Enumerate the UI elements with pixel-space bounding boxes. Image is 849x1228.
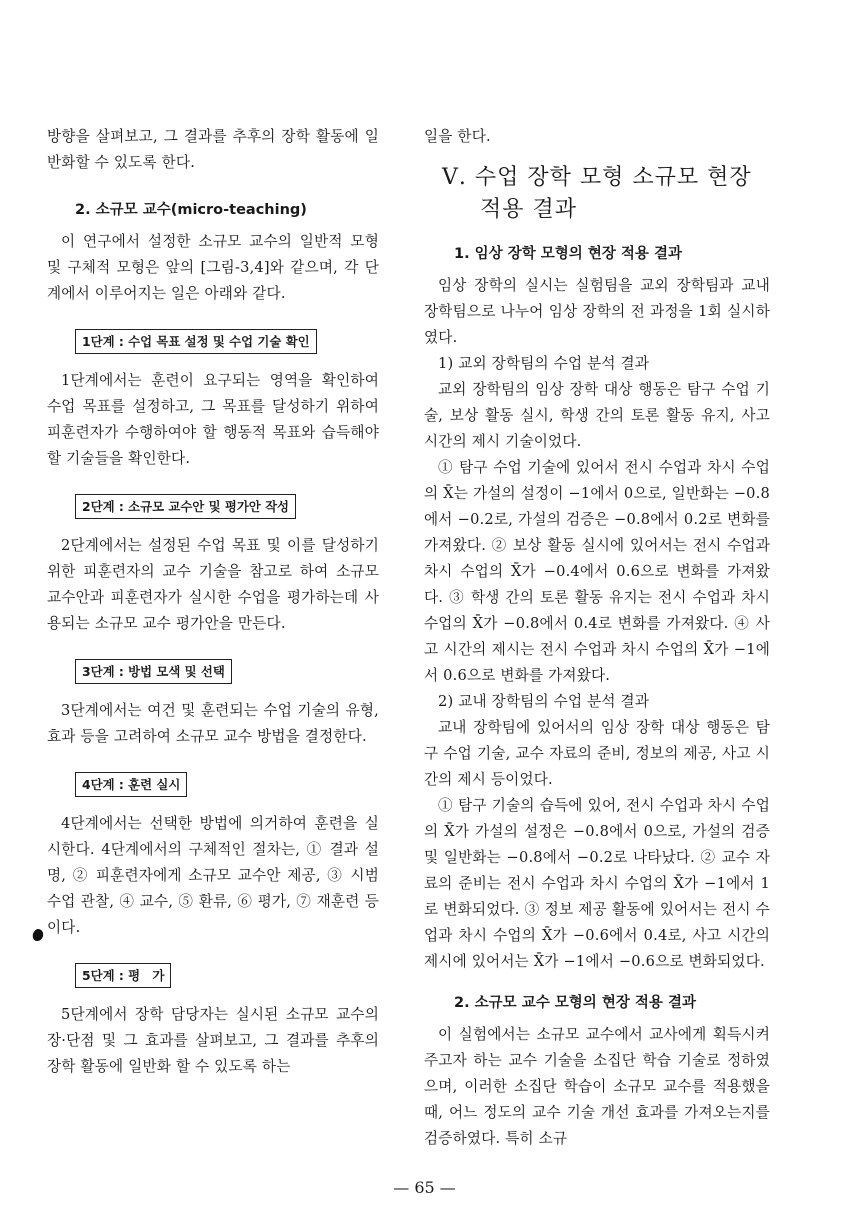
step-label-box: 1단계 : 수업 목표 설정 및 수업 기술 확인 [75, 329, 317, 354]
subsection-heading: 2. 소규모 교수 모형의 현장 적용 결과 [454, 995, 696, 1011]
subsection-paragraph: 임상 장학의 실시는 실험팀을 교외 장학팀과 교내 장학팀으로 나누어 임상 장학의 전 과정을 1회 실시하였다. [424, 277, 770, 346]
step-paragraph: 3단계에서는 여건 및 훈련되는 수업 기술의 유형, 효과 등을 고려하여 소규모 교수 방법을 결정한다. [47, 702, 379, 745]
page-number: — 65 — [393, 1178, 456, 1197]
right-column [424, 124, 770, 1152]
item-heading: 2) 교내 장학팀의 수업 분석 결과 [438, 693, 650, 710]
chapter-title-line2: 적용 결과 [480, 197, 578, 222]
left-column [47, 124, 379, 1080]
intro-paragraph: 방향을 살펴보고, 그 결과를 추후의 장학 활동에 일반화할 수 있도록 한다. [47, 128, 379, 171]
item-detail-paragraph: ① 탐구 수업 기술에 있어서 전시 수업과 차시 수업의 X̄는 가설의 설정이 −1에서 0으로, 일반화는 −0.8에서 −0.2로, 가설의 검증은 −0.8에서 0.2로 변화를 가져왔다. ② 보상 활동 실시에 있어서는 전시 수업과 차시 수업의 X̄가 −0.4에서 0.6으로 변화를 가져왔다. ③ 학생 간의 토론 활동 유지는 전시 수업과 차시 수업의 X̄가 −0.8에서 0.4로 변화를 가져왔다. ④ 사고 시간의 제시는 전시 수업과 차시 수업의 X̄가 −1에서 0.6으로 변화를 가져왔다. [424, 459, 770, 684]
item-detail-paragraph: ① 탐구 기술의 습득에 있어, 전시 수업과 차시 수업의 X̄가 가설의 설정은 −0.8에서 0으로, 가설의 검증 및 일반화는 −0.8에서 −0.2로 나타났다. ② 교수 자료의 준비는 전시 수업과 차시 수업의 X̄가 −1에서 1로 변화되었다. ③ 정보 제공 활동에 있어서는 전시 수업과 차시 수업의 X̄가 −0.6에서 0.4로, 사고 시간의 제시에 있어서는 X̄가 −1에서 −0.6으로 변화되었다. [424, 797, 770, 970]
ink-blot-mark [31, 928, 45, 942]
step-label-box: 5단계 : 평 가 [75, 963, 171, 988]
section-heading: 2. 소규모 교수(micro-teaching) [75, 202, 307, 218]
step-paragraph: 1단계에서는 훈련이 요구되는 영역을 확인하여 수업 목표를 설정하고, 그 목표를 달성하기 위하여 피훈련자가 수행하여야 할 행동적 목표와 습득해야 할 기술들을 확인한다. [47, 372, 379, 467]
section-paragraph: 이 연구에서 설정한 소규모 교수의 일반적 모형 및 구체적 모형은 앞의 [그림-3,4]와 같으며, 각 단계에서 이루어지는 일은 아래와 같다. [47, 233, 379, 302]
step-paragraph: 2단계에서는 설정된 수업 목표 및 이를 달성하기 위한 피훈련자의 교수 기술을 참고로 하여 소규모 교수안과 피훈련자가 실시한 수업을 평가하는데 사용되는 소규모 교수 평가안을 만든다. [47, 537, 379, 632]
subsection-paragraph: 이 실험에서는 소규모 교수에서 교사에게 획득시켜주고자 하는 교수 기술을 소집단 학습 기술로 정하였으며, 이러한 소집단 학습이 소규모 교수를 적용했을 때, 어느 정도의 교수 기술 개선 효과를 가져오는지를 검증하였다. 특히 소규 [424, 1026, 770, 1147]
chapter-title: Ⅴ. 수업 장학 모형 소규모 현장 [442, 165, 752, 190]
step-paragraph: 4단계에서는 선택한 방법에 의거하여 훈련을 실시한다. 4단계에서의 구체적인 절차는, ① 결과 설명, ② 피훈련자에게 소규모 교수안 제공, ③ 시범 수업 관찰, ④ 교수, ⑤ 환류, ⑥ 평가, ⑦ 재훈련 등이다. [47, 815, 379, 936]
step-label-box: 2단계 : 소규모 교수안 및 평가안 작성 [75, 494, 296, 519]
continued-paragraph: 일을 한다. [424, 128, 491, 145]
step-label-box: 4단계 : 훈련 실시 [75, 772, 187, 797]
item-paragraph: 교외 장학팀의 임상 장학 대상 행동은 탐구 수업 기술, 보상 활동 실시, 학생 간의 토론 활동 유지, 사고 시간의 제시 기술이었다. [424, 381, 770, 450]
step-paragraph: 5단계에서 장학 담당자는 실시된 소규모 교수의 장·단점 및 그 효과를 살펴보고, 그 결과를 추후의 장학 활동에 일반화 할 수 있도록 하는 [47, 1006, 379, 1075]
item-paragraph: 교내 장학팀에 있어서의 임상 장학 대상 행동은 탐구 수업 기술, 교수 자료의 준비, 정보의 제공, 사고 시간의 제시 등이었다. [424, 719, 770, 788]
subsection-heading: 1. 임상 장학 모형의 현장 적용 결과 [454, 246, 682, 262]
item-heading: 1) 교외 장학팀의 수업 분석 결과 [438, 355, 650, 372]
step-label-box: 3단계 : 방법 모색 및 선택 [75, 659, 232, 684]
